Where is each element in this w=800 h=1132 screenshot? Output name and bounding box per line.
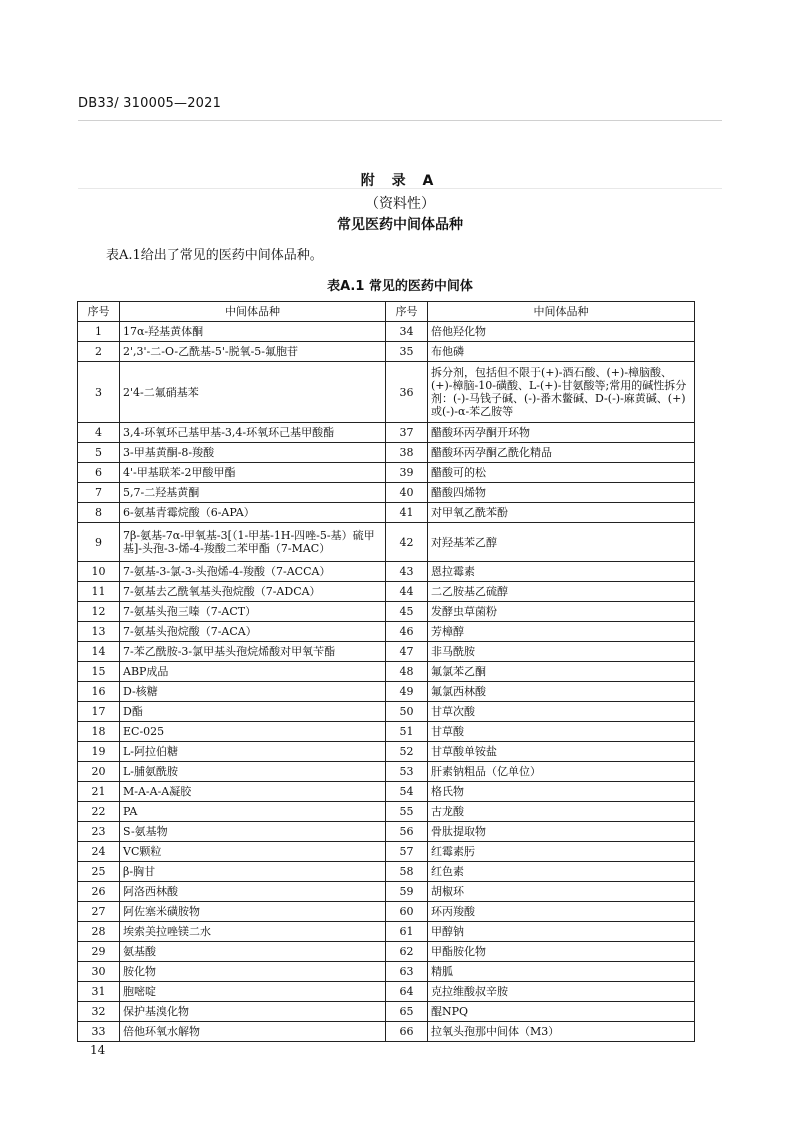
intermediate-name-right: 红色素	[428, 862, 695, 882]
intermediate-name-right: 古龙酸	[428, 802, 695, 822]
row-number-left: 14	[78, 642, 120, 662]
row-number-right: 44	[386, 582, 428, 602]
intermediate-name-right: 格氏物	[428, 782, 695, 802]
intermediate-name-right: 甲酯胺化物	[428, 942, 695, 962]
table-row	[78, 922, 695, 942]
row-number-right: 36	[386, 362, 428, 423]
intermediate-name-left: 2',3'-二-O-乙酰基-5'-脱氧-5-氟胞苷	[120, 342, 386, 362]
row-number-right: 61	[386, 922, 428, 942]
row-number-left: 6	[78, 463, 120, 483]
header-no-left: 序号	[78, 302, 120, 322]
row-number-left: 29	[78, 942, 120, 962]
intermediate-name-left: 7β-氨基-7α-甲氧基-3[（1-甲基-1H-四唑-5-基）硫甲基]-头孢-3-烯-4-羧酸二苯甲酯（7-MAC）	[120, 523, 386, 562]
intermediate-name-left: 7-氨基头孢烷酸（7-ACA）	[120, 622, 386, 642]
row-number-right: 53	[386, 762, 428, 782]
intermediate-name-right: 芳樟醇	[428, 622, 695, 642]
intermediate-name-right: 氟氯苯乙酮	[428, 662, 695, 682]
row-number-left: 5	[78, 443, 120, 463]
row-number-right: 50	[386, 702, 428, 722]
table-row	[78, 342, 695, 362]
row-number-right: 48	[386, 662, 428, 682]
table-row	[78, 483, 695, 503]
intermediate-name-right: 精胍	[428, 962, 695, 982]
intermediate-name-right: 克拉维酸叔辛胺	[428, 982, 695, 1002]
table-row	[78, 622, 695, 642]
intermediate-name-left: L-阿拉伯糖	[120, 742, 386, 762]
row-number-left: 32	[78, 1002, 120, 1022]
intermediate-name-left: β-胸甘	[120, 862, 386, 882]
header-rule	[78, 120, 722, 121]
intermediate-name-right: 醋酸可的松	[428, 463, 695, 483]
row-number-left: 22	[78, 802, 120, 822]
table-row	[78, 902, 695, 922]
row-number-right: 65	[386, 1002, 428, 1022]
table-row	[78, 782, 695, 802]
row-number-left: 25	[78, 862, 120, 882]
row-number-right: 45	[386, 602, 428, 622]
intermediate-name-right: 非马酰胺	[428, 642, 695, 662]
table-row	[78, 882, 695, 902]
intermediate-name-right: 二乙胺基乙硫醇	[428, 582, 695, 602]
row-number-left: 21	[78, 782, 120, 802]
intermediate-name-left: 7-氨基-3-氯-3-头孢烯-4-羧酸（7-ACCA）	[120, 562, 386, 582]
intermediate-name-right: 骨肽提取物	[428, 822, 695, 842]
table-row	[78, 503, 695, 523]
intermediate-name-right: 环丙羧酸	[428, 902, 695, 922]
row-number-left: 19	[78, 742, 120, 762]
intermediate-name-left: D酯	[120, 702, 386, 722]
table-row	[78, 982, 695, 1002]
row-number-right: 59	[386, 882, 428, 902]
row-number-left: 30	[78, 962, 120, 982]
row-number-right: 62	[386, 942, 428, 962]
intermediate-name-left: 阿洛西林酸	[120, 882, 386, 902]
row-number-right: 51	[386, 722, 428, 742]
table-row	[78, 862, 695, 882]
table-row	[78, 1002, 695, 1022]
page-number: 14	[90, 1043, 106, 1057]
row-number-right: 56	[386, 822, 428, 842]
row-number-right: 37	[386, 423, 428, 443]
row-number-left: 15	[78, 662, 120, 682]
table-row	[78, 962, 695, 982]
table-row	[78, 702, 695, 722]
table-row	[78, 463, 695, 483]
table-row	[78, 742, 695, 762]
intermediate-name-right: 肝素钠粗品（亿单位）	[428, 762, 695, 782]
intermediate-name-left: 7-苯乙酰胺-3-氯甲基头孢烷烯酸对甲氧苄酯	[120, 642, 386, 662]
intermediate-name-right: 对甲氧乙酰苯酚	[428, 503, 695, 523]
row-number-right: 35	[386, 342, 428, 362]
intermediate-name-left: EC-025	[120, 722, 386, 742]
row-number-right: 63	[386, 962, 428, 982]
document-code: DB33/ 310005—2021	[78, 96, 222, 111]
table-row	[78, 1022, 695, 1042]
row-number-left: 23	[78, 822, 120, 842]
row-number-right: 54	[386, 782, 428, 802]
intermediate-name-right: 醋酸环丙孕酮开环物	[428, 423, 695, 443]
row-number-right: 49	[386, 682, 428, 702]
row-number-left: 12	[78, 602, 120, 622]
intermediate-name-right: 倍他羟化物	[428, 322, 695, 342]
annex-subtitle: （资料性）	[365, 196, 435, 212]
row-number-left: 8	[78, 503, 120, 523]
intermediate-name-left: 2'4-二氟硝基苯	[120, 362, 386, 423]
table-row	[78, 362, 695, 423]
intermediate-name-left: 6-氨基青霉烷酸（6-APA）	[120, 503, 386, 523]
intermediate-name-left: 阿佐塞米磺胺物	[120, 902, 386, 922]
header-no-right: 序号	[386, 302, 428, 322]
intermediate-name-right: 氟氯西林酸	[428, 682, 695, 702]
table-row	[78, 662, 695, 682]
intermediate-name-left: L-脯氨酰胺	[120, 762, 386, 782]
intermediate-name-left: ABP成品	[120, 662, 386, 682]
row-number-left: 13	[78, 622, 120, 642]
row-number-right: 38	[386, 443, 428, 463]
intermediate-name-right: 醋酸四烯物	[428, 483, 695, 503]
table-header-row	[78, 302, 695, 322]
annex-title: 附 录 A	[360, 173, 440, 189]
intermediate-name-left: 4'-甲基联苯-2甲酸甲酯	[120, 463, 386, 483]
intermediate-name-right: 拆分剂，包括但不限于(+)-酒石酸、(+)-樟脑酸、(+)-樟脑-10-磺酸、L-(+)-甘氨酸等;常用的碱性拆分剂：(-)-马钱子碱、(-)-番木鳖碱、D-(-)-麻黄碱、(+)或(-)-α-苯乙胺等	[428, 362, 695, 423]
intermediate-name-left: 埃索美拉唑镁二水	[120, 922, 386, 942]
table-row	[78, 423, 695, 443]
row-number-right: 40	[386, 483, 428, 503]
row-number-left: 26	[78, 882, 120, 902]
intermediate-name-right: 对羟基苯乙醇	[428, 523, 695, 562]
intermediate-name-right: 拉氧头孢那中间体（M3）	[428, 1022, 695, 1042]
intermediates-table	[77, 301, 695, 1042]
row-number-left: 16	[78, 682, 120, 702]
table-row	[78, 722, 695, 742]
intermediate-name-right: 醌NPQ	[428, 1002, 695, 1022]
row-number-left: 1	[78, 322, 120, 342]
intermediate-name-right: 甘草酸单铵盐	[428, 742, 695, 762]
row-number-right: 66	[386, 1022, 428, 1042]
row-number-left: 2	[78, 342, 120, 362]
intermediate-name-left: 胞嘧啶	[120, 982, 386, 1002]
intermediate-name-right: 红霉素肟	[428, 842, 695, 862]
table-row	[78, 682, 695, 702]
intermediate-name-left: 17α-羟基黄体酮	[120, 322, 386, 342]
table-row	[78, 802, 695, 822]
annex-name: 常见医药中间体品种	[337, 217, 463, 233]
table-row	[78, 443, 695, 463]
intermediate-name-right: 醋酸环丙孕酮乙酰化精品	[428, 443, 695, 463]
table-row	[78, 642, 695, 662]
row-number-left: 24	[78, 842, 120, 862]
row-number-right: 47	[386, 642, 428, 662]
table-row	[78, 582, 695, 602]
intermediate-name-left: M-A-A-A凝胶	[120, 782, 386, 802]
intermediate-name-left: 氨基酸	[120, 942, 386, 962]
table-caption: 表A.1 常见的医药中间体	[327, 279, 473, 294]
row-number-right: 34	[386, 322, 428, 342]
table-row	[78, 842, 695, 862]
row-number-right: 55	[386, 802, 428, 822]
row-number-right: 43	[386, 562, 428, 582]
row-number-right: 41	[386, 503, 428, 523]
intermediate-name-right: 甲醇钠	[428, 922, 695, 942]
table-row	[78, 562, 695, 582]
header-name-left: 中间体品种	[120, 302, 386, 322]
row-number-left: 28	[78, 922, 120, 942]
row-number-left: 33	[78, 1022, 120, 1042]
row-number-left: 9	[78, 523, 120, 562]
intermediate-name-left: S-氨基物	[120, 822, 386, 842]
intermediate-name-left: VC颗粒	[120, 842, 386, 862]
row-number-right: 58	[386, 862, 428, 882]
table-row	[78, 602, 695, 622]
intermediate-name-left: 3,4-环氧环己基甲基-3,4-环氧环己基甲酸酯	[120, 423, 386, 443]
row-number-left: 31	[78, 982, 120, 1002]
intermediate-name-left: 7-氨基头孢三嗪（7-ACT）	[120, 602, 386, 622]
intermediate-name-left: PA	[120, 802, 386, 822]
row-number-right: 39	[386, 463, 428, 483]
row-number-right: 60	[386, 902, 428, 922]
table-body	[78, 322, 695, 1042]
intermediate-name-right: 发酵虫草菌粉	[428, 602, 695, 622]
row-number-left: 11	[78, 582, 120, 602]
intro-paragraph: 表A.1给出了常见的医药中间体品种。	[106, 248, 323, 263]
intermediate-name-left: 胺化物	[120, 962, 386, 982]
row-number-left: 18	[78, 722, 120, 742]
intermediate-name-left: D-核糖	[120, 682, 386, 702]
intermediate-name-left: 倍他环氧水解物	[120, 1022, 386, 1042]
row-number-left: 20	[78, 762, 120, 782]
row-number-right: 42	[386, 523, 428, 562]
header-name-right: 中间体品种	[428, 302, 695, 322]
table-row	[78, 523, 695, 562]
row-number-right: 57	[386, 842, 428, 862]
table-row	[78, 322, 695, 342]
intermediate-name-right: 恩拉霉素	[428, 562, 695, 582]
row-number-right: 46	[386, 622, 428, 642]
row-number-left: 4	[78, 423, 120, 443]
row-number-left: 3	[78, 362, 120, 423]
table-row	[78, 822, 695, 842]
table-row	[78, 762, 695, 782]
intermediate-name-left: 5,7-二羟基黄酮	[120, 483, 386, 503]
intermediate-name-right: 布他磷	[428, 342, 695, 362]
row-number-left: 27	[78, 902, 120, 922]
row-number-right: 52	[386, 742, 428, 762]
intermediate-name-left: 3-甲基黄酮-8-羧酸	[120, 443, 386, 463]
intermediate-name-left: 7-氨基去乙酰氧基头孢烷酸（7-ADCA）	[120, 582, 386, 602]
intermediate-name-right: 胡椒环	[428, 882, 695, 902]
row-number-right: 64	[386, 982, 428, 1002]
intermediate-name-right: 甘草次酸	[428, 702, 695, 722]
row-number-left: 17	[78, 702, 120, 722]
intermediate-name-right: 甘草酸	[428, 722, 695, 742]
intermediate-name-left: 保护基溴化物	[120, 1002, 386, 1022]
row-number-left: 7	[78, 483, 120, 503]
table-row	[78, 942, 695, 962]
row-number-left: 10	[78, 562, 120, 582]
